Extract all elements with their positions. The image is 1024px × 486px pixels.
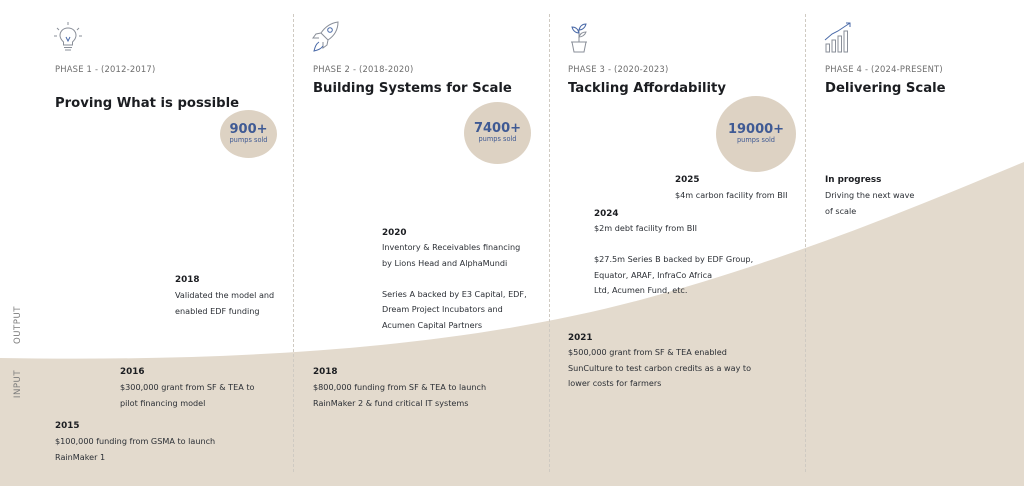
event-2025-line: $4m carbon facility from BII — [675, 190, 788, 200]
in-progress-line: Driving the next wave — [825, 190, 915, 200]
event-2020-line: Series A backed by E3 Capital, EDF, — [382, 288, 527, 299]
event-2015-text — [55, 434, 215, 465]
event-2015-line: $100,000 funding from GSMA to launch — [55, 436, 216, 446]
input-axis-label: INPUT — [13, 369, 23, 399]
phase-divider-2 — [549, 14, 550, 472]
phase-1-badge-value: 900+ — [229, 121, 268, 137]
event-2018-validated-line: enabled EDF funding — [175, 305, 260, 316]
phase-2-label: PHASE 2 - (2018-2020) — [313, 64, 414, 74]
lightbulb-icon — [53, 20, 83, 54]
phase-divider-3 — [805, 14, 806, 472]
event-2024-line: $2m debt facility from BII — [594, 223, 698, 233]
event-2024-year: 2024 — [594, 209, 619, 219]
phase-2-title: Building Systems for Scale — [313, 81, 512, 96]
event-2018-funding-text — [313, 380, 486, 411]
event-2024-text — [594, 221, 753, 299]
phase-1-badge — [220, 110, 277, 158]
event-2021-text — [568, 345, 751, 392]
event-2020-line: Acumen Capital Partners — [382, 319, 483, 330]
event-2025-text — [675, 188, 788, 204]
phase-3-label: PHASE 3 - (2020-2023) — [568, 64, 669, 74]
phase-2-badge — [464, 102, 531, 164]
phase-4-label: PHASE 4 - (2024-PRESENT) — [825, 64, 943, 74]
phase-3-badge — [716, 96, 796, 172]
phase-4-title: Delivering Scale — [825, 81, 946, 96]
event-2016-text — [120, 380, 254, 411]
event-2018-validated-text — [175, 288, 274, 319]
event-2020-text — [382, 240, 527, 333]
phase-1-title: Proving What is possible — [55, 96, 240, 111]
event-2018-funding-line: RainMaker 2 & fund critical IT systems — [313, 397, 469, 408]
event-2024-line: $27.5m Series B backed by EDF Group, — [594, 254, 754, 264]
event-2018-funding-line: $800,000 funding from SF & TEA to launch — [313, 382, 487, 392]
event-2016-line: pilot financing model — [120, 397, 206, 408]
phase-1-label: PHASE 1 - (2012-2017) — [55, 64, 156, 74]
event-2025-year: 2025 — [675, 175, 700, 185]
plant-pot-icon — [564, 20, 594, 54]
phase-1-badge-caption: pumps sold — [229, 136, 268, 145]
rocket-icon — [311, 20, 341, 54]
phase-3-badge-value: 19000+ — [727, 121, 785, 137]
event-2024-line: Equator, ARAF, InfraCo Africa — [594, 269, 713, 280]
phase-2-badge-caption: pumps sold — [478, 135, 517, 144]
in-progress-text — [825, 188, 914, 219]
event-2020-year: 2020 — [382, 228, 407, 238]
event-2016-year: 2016 — [120, 367, 145, 377]
event-2021-line: lower costs for farmers — [568, 378, 662, 388]
event-2024-line: Ltd, Acumen Fund, etc. — [594, 285, 688, 295]
event-2018-validated-year: 2018 — [175, 275, 200, 285]
event-2016-line: $300,000 grant from SF & TEA to — [120, 382, 255, 392]
event-2024-line — [594, 237, 753, 253]
event-2015-year: 2015 — [55, 421, 80, 431]
phase-2-badge-value: 7400+ — [473, 120, 522, 136]
phase-3-title: Tackling Affordability — [568, 81, 726, 96]
event-2020-line — [382, 271, 527, 287]
event-2020-line: by Lions Head and AlphaMundi — [382, 257, 508, 268]
event-2021-line: SunCulture to test carbon credits as a way to — [568, 362, 752, 373]
in-progress-line: of scale — [825, 205, 857, 216]
event-2020-line: Inventory & Receivables financing — [382, 242, 521, 252]
event-2021-line: $500,000 grant from SF & TEA enabled — [568, 347, 727, 357]
output-axis-label: OUTPUT — [13, 305, 23, 345]
event-2015-line: RainMaker 1 — [55, 451, 106, 462]
in-progress-heading: In progress — [825, 175, 882, 185]
phase-divider-1 — [293, 14, 294, 472]
event-2018-funding-year: 2018 — [313, 367, 338, 377]
event-2021-year: 2021 — [568, 333, 593, 343]
event-2018-validated-line: Validated the model and — [175, 290, 275, 300]
growth-chart-icon — [823, 20, 853, 54]
phase-3-badge-caption: pumps sold — [737, 136, 775, 145]
event-2020-line: Dream Project Incubators and — [382, 304, 503, 314]
